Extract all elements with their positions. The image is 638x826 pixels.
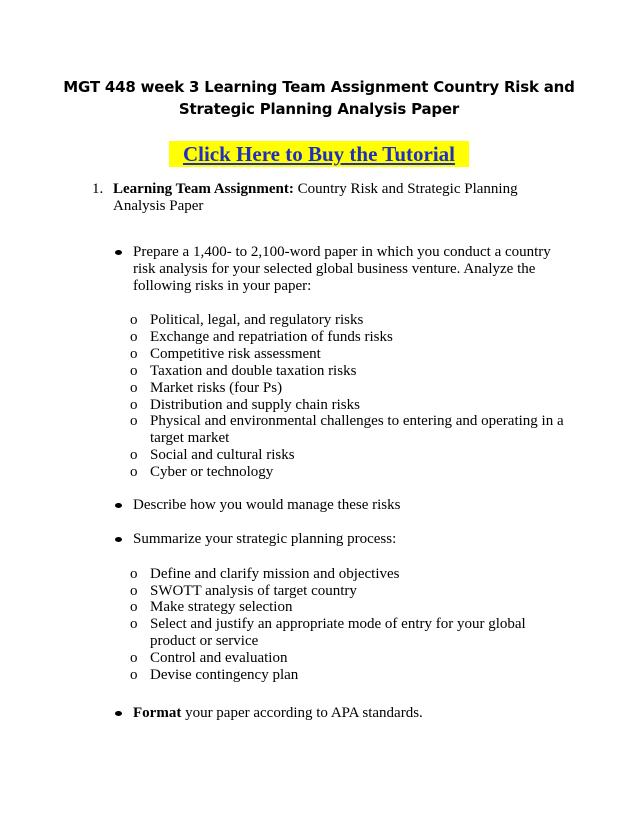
list-item: Distribution and supply chain risks — [150, 397, 360, 413]
title-line-2: Strategic Planning Analysis Paper — [178, 100, 460, 118]
bullet-format — [133, 705, 563, 722]
buy-tutorial-link[interactable]: Click Here to Buy the Tutorial — [182, 142, 456, 166]
list-item: Political, legal, and regulatory risks — [150, 312, 364, 328]
sub-marker: o — [130, 397, 138, 413]
sub-marker: o — [130, 583, 138, 599]
format-text: your paper according to APA standards. — [181, 705, 423, 721]
assignment-heading — [113, 181, 533, 215]
bullet-dot — [115, 537, 122, 542]
list-item: Exchange and repatriation of funds risks — [150, 329, 393, 345]
list-item: Define and clarify mission and objectives — [150, 566, 400, 582]
sub-marker: o — [130, 329, 138, 345]
sub-marker: o — [130, 566, 138, 582]
list-item-continued: target market — [150, 430, 230, 446]
format-label: Format — [133, 705, 182, 721]
list-number: 1. — [92, 181, 104, 197]
sub-marker: o — [130, 346, 138, 362]
list-item: Cyber or technology — [150, 464, 274, 480]
list-item: Physical and environmental challenges to entering and operating in a — [150, 413, 564, 429]
document-title — [40, 76, 598, 120]
bullet-line: following risks in your paper: — [133, 278, 312, 294]
assignment-text-2: Analysis Paper — [113, 198, 204, 214]
list-item: Taxation and double taxation risks — [150, 363, 357, 379]
list-item-continued: product or service — [150, 633, 259, 649]
title-line-1: MGT 448 week 3 Learning Team Assignment Country Risk and — [63, 78, 575, 96]
list-item: Make strategy selection — [150, 599, 293, 615]
sub-marker: o — [130, 599, 138, 615]
list-item: Social and cultural risks — [150, 447, 295, 463]
bullet-line: risk analysis for your selected global business venture. Analyze the — [133, 261, 536, 277]
sub-marker: o — [130, 464, 138, 480]
assignment-label: Learning Team Assignment: — [113, 181, 294, 197]
list-item: Market risks (four Ps) — [150, 380, 283, 396]
sub-marker: o — [130, 413, 138, 429]
sub-marker: o — [130, 667, 138, 683]
list-item: Devise contingency plan — [150, 667, 299, 683]
sub-marker: o — [130, 380, 138, 396]
sub-marker: o — [130, 312, 138, 328]
sub-marker: o — [130, 363, 138, 379]
bullet-prepare-paper — [133, 244, 563, 295]
bullet-strategic-planning: Summarize your strategic planning process: — [133, 531, 397, 547]
bullet-manage-risks: Describe how you would manage these risks — [133, 497, 401, 513]
sub-marker: o — [130, 616, 138, 632]
bullet-dot — [115, 711, 122, 716]
bullet-line: Prepare a 1,400- to 2,100-word paper in which you conduct a country — [133, 244, 551, 260]
list-item: Competitive risk assessment — [150, 346, 321, 362]
sub-marker: o — [130, 447, 138, 463]
bullet-dot — [115, 503, 122, 508]
assignment-text: Country Risk and Strategic Planning — [293, 181, 518, 197]
sub-marker: o — [130, 650, 138, 666]
list-item: Select and justify an appropriate mode of entry for your global — [150, 616, 526, 632]
list-item: SWOTT analysis of target country — [150, 583, 357, 599]
list-item: Control and evaluation — [150, 650, 288, 666]
bullet-dot — [115, 250, 122, 255]
